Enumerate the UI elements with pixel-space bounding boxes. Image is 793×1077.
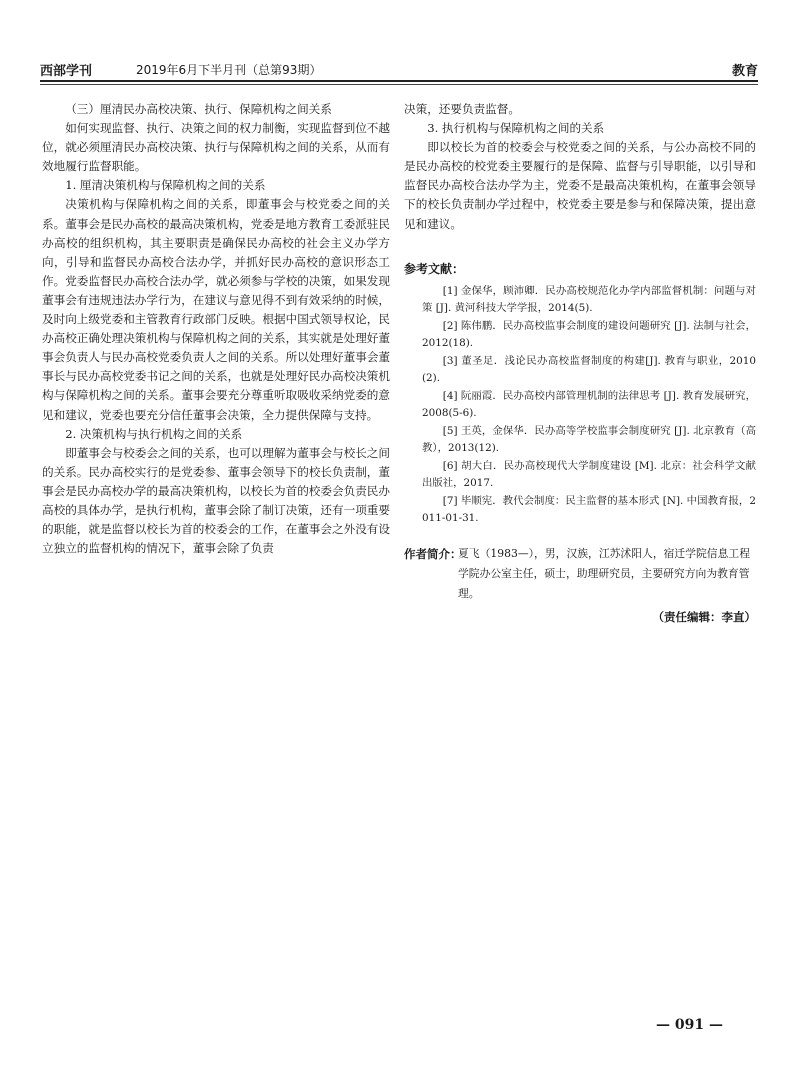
reference-item: [5] 王英，金保华．民办高等学校监事会制度研究 [J]. 北京教育（高教），2013(12). <box>422 424 756 455</box>
page-number: — 091 — <box>656 1017 723 1033</box>
reference-item: [3] 董圣足．浅论民办高校监督制度的构建[J]. 教育与职业，2010(2). <box>422 354 756 385</box>
header-rule-thin <box>40 84 758 85</box>
paragraph: 即以校长为首的校委会与校党委之间的关系，与公办高校不同的是民办高校的校党委主要履行的是保障、监督与引导职能，以引导和监督民办高校合法办学为主，党委不是最高决策机构，在董事会领导下的校长负责制办学过程中，校党委主要是参与和保障决策，提出意见和建议。 <box>404 140 756 231</box>
subsection-heading: 3. 执行机构与保障机构之间的关系 <box>427 121 605 136</box>
subsection-heading: 2. 决策机构与执行机构之间的关系 <box>65 426 243 441</box>
author-text: 夏飞（1983—），男，汉族，江苏沭阳人，宿迁学院信息工程学院办公室主任，硕士，助理研究员，主要研究方向为教育管理。 <box>458 546 750 600</box>
references-list <box>404 283 756 528</box>
author-bio <box>404 544 756 604</box>
running-header <box>40 58 758 80</box>
paragraph: 即董事会与校委会之间的关系，也可以理解为董事会与校长之间的关系。民办高校实行的是党委参、董事会领导下的校长负责制，董事会是民办高校办学的最高决策机构，以校长为首的校委会负责民办高校的具体办学，是执行机构，董事会除了制订决策，还有一项重要的职能，就是监督以校长为首的校委会的工作，在董事会之外没有设立独立的监督机构的情况下，董事会除了负责 <box>42 445 390 556</box>
reference-item: [2] 陈伟鹏．民办高校监事会制度的建设问题研究 [J]. 法制与社会，2012(18). <box>422 319 756 350</box>
section-name: 教育 <box>731 64 758 79</box>
reference-item: [4] 阮丽霞．民办高校内部管理机制的法律思考 [J]. 教育发展研究，2008(5-6). <box>422 389 756 420</box>
journal-name: 西部学刊 <box>40 64 93 79</box>
left-column <box>42 100 390 558</box>
references-title: 参考文献： <box>404 261 465 276</box>
editor-credit: （责任编辑：李直） <box>652 609 756 624</box>
author-label: 作者简介： <box>404 546 462 561</box>
reference-item: [6] 胡大白．民办高校现代大学制度建设 [M]. 北京：社会科学文献出版社，2017. <box>422 459 756 490</box>
header-rule-thick <box>40 80 758 82</box>
right-column <box>404 100 756 627</box>
section-heading: （三）厘清民办高校决策、执行、保障机构之间关系 <box>65 102 332 116</box>
paragraph: 如何实现监督、执行、决策之间的权力制衡，实现监督到位不越位，就必须厘清民办高校决策、执行与保障机构之间的关系，从而有效地履行监督职能。 <box>42 121 390 174</box>
reference-item: [7] 毕顺宪．教代会制度：民主监督的基本形式 [N]. 中国教育报，2011-01-31. <box>422 494 756 525</box>
subsection-heading: 1. 厘清决策机构与保障机构之间的关系 <box>65 178 266 193</box>
reference-item: [1] 金保华，顾沛卿．民办高校规范化办学内部监督机制：问题与对策 [J]. 黄河科技大学学报，2014(5). <box>422 284 756 315</box>
paragraph: 决策，还要负责监督。 <box>404 102 520 116</box>
paragraph: 决策机构与保障机构之间的关系，即董事会与校党委之间的关系。董事会是民办高校的最高决策机构，党委是地方教育工委派驻民办高校的组织机构，其主要职责是确保民办高校的社会主义办学方向，引导和监督民办高校合法办学，并抓好民办高校的意识形态工作。党委监督民办高校合法办学，就必须参与学校的决策，如果发现董事会有违规违法办学行为，在建议与意见得不到有效采纳的时候，及时向上级党委和主管教育行政部门反映。根据中国式领导权论，民办高校正确处理决策机构与保障机构之间的关系，其实就是处理好董事会负责人与民办高校党委负责人之间的关系。所以处理好董事会董事长与民办高校党委书记之间的关系，也就是处理好民办高校决策机构与保障机构之间的关系。董事会要充分尊重听取吸收采纳党委的意见和建议，党委也要充分信任董事会决策，全力提供保障与支持。 <box>42 197 390 422</box>
issue-info: 2019年6月下半月刊（总第93期） <box>136 63 322 77</box>
